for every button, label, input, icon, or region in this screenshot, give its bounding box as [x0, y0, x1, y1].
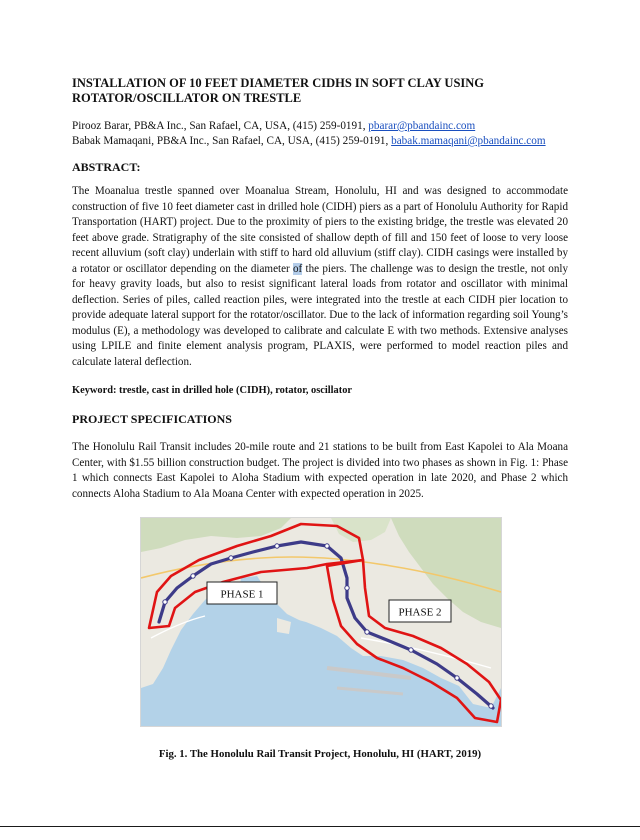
keywords-line: Keyword: trestle, cast in drilled hole (CIDH), rotator, oscillator — [72, 385, 353, 396]
honolulu-rail-map — [141, 518, 501, 726]
station-marker — [191, 574, 195, 578]
station-marker — [489, 704, 493, 708]
figure-1-map — [140, 517, 502, 727]
abstract-heading: ABSTRACT: — [72, 160, 141, 174]
author-2-email-link[interactable]: babak.mamaqani@pbandainc.com — [391, 135, 546, 147]
station-marker — [229, 556, 233, 560]
station-marker — [325, 544, 329, 548]
station-marker — [365, 630, 369, 634]
phase-2-label: PHASE 2 — [398, 606, 442, 619]
station-marker — [455, 676, 459, 680]
station-marker — [275, 544, 279, 548]
author-1-affiliation: Pirooz Barar, PB&A Inc., San Rafael, CA, USA, (415) 259-0191, — [72, 120, 369, 132]
abstract-paragraph — [72, 184, 568, 370]
station-marker — [345, 586, 349, 590]
paper-title: INSTALLATION OF 10 FEET DIAMETER CIDHS IN SOFT CLAY USING ROTATOR/OSCILLATOR ON TRESTLE — [72, 76, 485, 105]
phase-1-label: PHASE 1 — [220, 588, 264, 601]
text-selection-highlight[interactable]: of — [292, 262, 303, 275]
author-line-2 — [72, 134, 546, 148]
figure-1-caption: Fig. 1. The Honolulu Rail Transit Project, Honolulu, HI (HART, 2019) — [158, 748, 482, 760]
station-marker — [163, 600, 167, 604]
author-line-1 — [72, 119, 475, 133]
author-1-email-link[interactable]: pbarar@pbandainc.com — [368, 120, 476, 132]
author-2-affiliation: Babak Mamaqani, PB&A Inc., San Rafael, CA, USA, (415) 259-0191, — [72, 135, 392, 147]
project-specifications-paragraph: The Honolulu Rail Transit includes 20-mile route and 21 stations to be built from East Kapolei to Ala Moana Center, with $1.55 billion construction budget. The project is divided into two phases as shown in Fig. 1: Phase 1 which connects East Kapolei to Aloha Stadium with expected operation in late 2020, and Phase 2 which connects Aloha Stadium to Ala Moana Center with expected operation in 2025. — [72, 441, 568, 500]
abstract-text-start: The Moanalua trestle spanned over Moanalua Stream, Honolulu, HI and was designed to accommodate construction of five 10 feet diameter cast in drilled hole (CIDH) piers as a part of Honolulu Authority for Rapid Transportation (HART) project. Due to the proximity of piers to the existing bridge, the trestle was elevated 20 feet above grade. Stratigraphy of the site consisted of shallow depth of fill and 150 feet of loose to very loose recent alluvium (soft clay) underlain with stiff to hard old alluvium (stiff clay). CIDH casings were installed by a rotator or oscillator depending on the diameter — [72, 185, 568, 275]
page-bottom-divider — [0, 826, 640, 827]
section-heading-project-specifications: PROJECT SPECIFICATIONS — [72, 412, 232, 426]
station-marker — [409, 648, 413, 652]
abstract-text-end: the piers. The challenge was to design the trestle, not only for heavy gravity loads, but also to resist significant lateral loads from rotator and oscillator with minimal deflection. Series of piles, called reaction piles, were integrated into the trestle at each CIDH pier location to provide adequate lateral support for the rotator/oscillator. Due to the lack of information regarding soil Young’s modulus (E), a methodology was developed to calibrate and calculate E with two methods. Extensive analyses using LPILE and finite element analysis program, PLAXIS, were performed to model reaction piles and calculate lateral deflection. — [72, 262, 569, 368]
